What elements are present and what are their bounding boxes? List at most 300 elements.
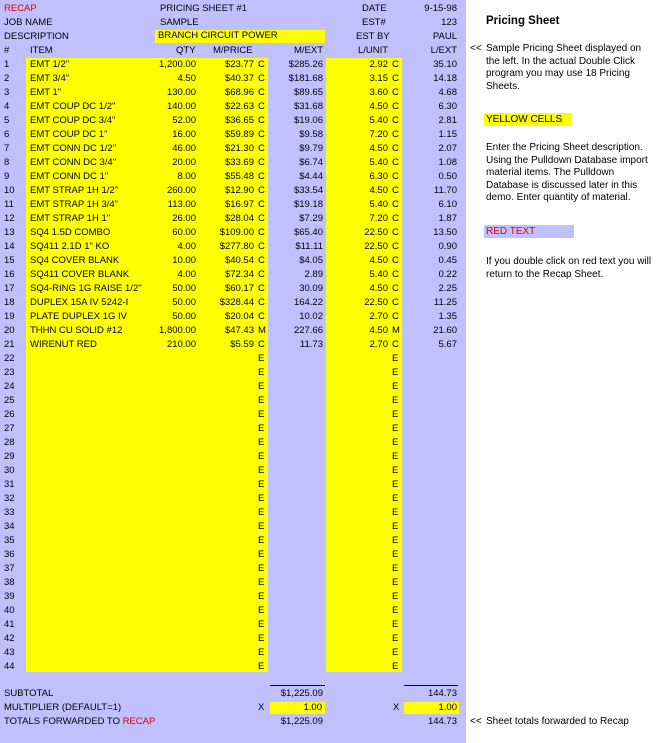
row-mprice: $12.90 xyxy=(224,185,254,196)
row-mext: 11.73 xyxy=(299,339,323,350)
row-item xyxy=(30,506,170,520)
date-value: 9-15-98 xyxy=(424,3,457,14)
row-item: EMT CONN DC 1/2" xyxy=(30,143,117,154)
row-mext xyxy=(268,436,323,450)
row-lunit: 2.92 xyxy=(369,59,388,70)
row-mext xyxy=(268,408,323,422)
row-labor-unit: C xyxy=(392,115,399,126)
row-lunit: 22.50 xyxy=(364,241,388,252)
row-labor-unit: C xyxy=(392,171,399,182)
row-qty xyxy=(150,576,196,590)
row-price-unit: C xyxy=(258,241,265,252)
row-labor-unit: E xyxy=(392,549,399,560)
row-number: 34 xyxy=(4,521,15,532)
row-mprice xyxy=(200,548,254,562)
row-mprice: $60.17 xyxy=(224,283,254,294)
row-number: 14 xyxy=(4,241,15,252)
row-lunit xyxy=(338,366,388,380)
row-mprice xyxy=(200,436,254,450)
table-row[interactable] xyxy=(0,646,460,660)
row-lext xyxy=(404,660,457,674)
row-lunit xyxy=(338,464,388,478)
table-row[interactable] xyxy=(0,282,460,296)
table-row[interactable] xyxy=(0,464,460,478)
table-row[interactable] xyxy=(0,478,460,492)
row-price-unit: E xyxy=(258,647,265,658)
row-mext xyxy=(268,422,323,436)
row-mprice: $16.97 xyxy=(224,199,254,210)
table-row[interactable] xyxy=(0,142,460,156)
table-row[interactable] xyxy=(0,240,460,254)
material-multiplier-field[interactable] xyxy=(270,702,325,714)
row-lext: 1.08 xyxy=(438,157,457,168)
row-number: 31 xyxy=(4,479,15,490)
row-mprice xyxy=(200,492,254,506)
row-labor-unit: E xyxy=(392,479,399,490)
row-lext: 6.10 xyxy=(438,199,457,210)
row-mprice xyxy=(200,394,254,408)
row-labor-unit: E xyxy=(392,367,399,378)
row-mext xyxy=(268,632,323,646)
row-number: 28 xyxy=(4,437,15,448)
row-mext: 2.89 xyxy=(304,269,323,280)
row-mprice: $33.69 xyxy=(224,157,254,168)
row-mprice xyxy=(200,352,254,366)
row-labor-unit: C xyxy=(392,87,399,98)
row-number: 33 xyxy=(4,507,15,518)
job-name-label: JOB NAME xyxy=(4,17,53,28)
row-lext xyxy=(404,534,457,548)
row-labor-unit: E xyxy=(392,395,399,406)
row-number: 15 xyxy=(4,255,15,266)
forwarded-recap-link[interactable]: RECAP xyxy=(122,716,156,727)
row-lext xyxy=(404,520,457,534)
table-row[interactable] xyxy=(0,660,460,674)
table-row[interactable] xyxy=(0,450,460,464)
row-mext: $33.54 xyxy=(293,185,323,196)
multiplier-x-material: X xyxy=(258,702,265,713)
table-row[interactable] xyxy=(0,100,460,114)
est-label: EST# xyxy=(362,17,386,28)
row-item: EMT STRAP 1H 1" xyxy=(30,213,111,224)
row-number: 10 xyxy=(4,185,15,196)
row-lunit xyxy=(338,590,388,604)
row-mext xyxy=(268,646,323,660)
row-lext xyxy=(404,562,457,576)
row-lext: 2.07 xyxy=(438,143,457,154)
row-qty xyxy=(150,660,196,674)
col-item: ITEM xyxy=(30,45,53,56)
lext-total-line xyxy=(404,685,458,686)
table-row[interactable] xyxy=(0,408,460,422)
row-number: 29 xyxy=(4,451,15,462)
row-lunit xyxy=(338,562,388,576)
table-row[interactable] xyxy=(0,184,460,198)
row-price-unit: C xyxy=(258,129,265,140)
row-price-unit: E xyxy=(258,619,265,630)
arrow-left-icon: << xyxy=(470,43,482,54)
row-price-unit: E xyxy=(258,423,265,434)
row-qty xyxy=(150,646,196,660)
row-labor-unit: C xyxy=(392,311,399,322)
row-mprice: $277.80 xyxy=(219,241,254,252)
row-number: 2 xyxy=(4,73,10,84)
row-qty: 16.00 xyxy=(172,129,196,140)
row-mext: $285.26 xyxy=(288,59,323,70)
row-mprice: $328.44 xyxy=(219,297,254,308)
row-item xyxy=(30,604,170,618)
row-lunit xyxy=(338,352,388,366)
row-item xyxy=(30,464,170,478)
row-price-unit: E xyxy=(258,535,265,546)
row-item xyxy=(30,632,170,646)
row-lunit: 22.50 xyxy=(364,297,388,308)
row-number: 19 xyxy=(4,311,15,322)
subtotal-mext: $1,225.09 xyxy=(280,688,323,699)
row-number: 30 xyxy=(4,465,15,476)
row-lunit: 5.40 xyxy=(369,157,388,168)
est-by-value: PAUL xyxy=(432,31,457,42)
row-item xyxy=(30,408,170,422)
row-price-unit: C xyxy=(258,59,265,70)
row-item xyxy=(30,576,170,590)
row-lunit xyxy=(338,478,388,492)
row-qty xyxy=(150,590,196,604)
row-mext: 30.09 xyxy=(299,283,323,294)
row-labor-unit: C xyxy=(392,339,399,350)
row-number: 18 xyxy=(4,297,15,308)
row-labor-unit: C xyxy=(392,73,399,84)
row-qty xyxy=(150,534,196,548)
row-labor-unit: E xyxy=(392,661,399,672)
row-item: SQ4 1.5D COMBO xyxy=(30,227,111,238)
row-mext xyxy=(268,450,323,464)
row-item xyxy=(30,660,170,674)
row-lext xyxy=(404,646,457,660)
row-qty xyxy=(150,436,196,450)
table-row[interactable] xyxy=(0,58,460,72)
row-lext: 11.70 xyxy=(433,185,457,196)
table-row[interactable] xyxy=(0,310,460,324)
row-mext: $89.65 xyxy=(293,87,323,98)
table-row[interactable] xyxy=(0,562,460,576)
red-text-explanation: If you double click on red text you will return to the Recap Sheet. xyxy=(486,256,652,280)
table-row[interactable] xyxy=(0,618,460,632)
row-mprice xyxy=(200,464,254,478)
table-row[interactable] xyxy=(0,198,460,212)
row-labor-unit: E xyxy=(392,381,399,392)
row-mext: $6.74 xyxy=(299,157,323,168)
row-price-unit: C xyxy=(258,339,265,350)
row-mext: $31.68 xyxy=(293,101,323,112)
subtotal-lext: 144.73 xyxy=(427,688,457,699)
row-lext: 0.45 xyxy=(438,255,457,266)
row-labor-unit: C xyxy=(392,269,399,280)
row-price-unit: C xyxy=(258,199,265,210)
table-row[interactable] xyxy=(0,534,460,548)
row-mprice: $40.37 xyxy=(224,73,254,84)
row-price-unit: C xyxy=(258,269,265,280)
row-price-unit: C xyxy=(258,255,265,266)
row-qty xyxy=(150,562,196,576)
row-lext xyxy=(404,408,457,422)
table-row[interactable] xyxy=(0,576,460,590)
date-label: DATE xyxy=(362,3,387,14)
table-row[interactable] xyxy=(0,548,460,562)
row-lunit xyxy=(338,380,388,394)
row-number: 40 xyxy=(4,605,15,616)
row-price-unit: C xyxy=(258,115,265,126)
description-label: DESCRIPTION xyxy=(4,31,69,42)
table-row[interactable] xyxy=(0,506,460,520)
table-row[interactable] xyxy=(0,632,460,646)
row-item xyxy=(30,590,170,604)
row-price-unit: E xyxy=(258,507,265,518)
row-lunit: 2.70 xyxy=(369,339,388,350)
row-mprice: $5.59 xyxy=(230,339,254,350)
row-price-unit: C xyxy=(258,185,265,196)
row-lunit xyxy=(338,408,388,422)
row-labor-unit: C xyxy=(392,157,399,168)
row-item: EMT CONN DC 1" xyxy=(30,171,109,182)
row-lunit xyxy=(338,576,388,590)
row-lext xyxy=(404,436,457,450)
row-item: EMT 1/2" xyxy=(30,59,70,70)
job-name-value: SAMPLE xyxy=(160,17,199,28)
est-value: 123 xyxy=(441,17,457,28)
row-mext xyxy=(268,352,323,366)
table-row[interactable] xyxy=(0,156,460,170)
row-number: 5 xyxy=(4,115,10,126)
row-qty xyxy=(150,604,196,618)
row-labor-unit: E xyxy=(392,577,399,588)
row-number: 13 xyxy=(4,227,15,238)
row-item: SQ4 COVER BLANK xyxy=(30,255,120,266)
row-lext: 21.60 xyxy=(433,325,457,336)
row-qty: 140.00 xyxy=(166,101,196,112)
row-number: 17 xyxy=(4,283,15,294)
row-mext xyxy=(268,576,323,590)
row-qty: 1,800.00 xyxy=(159,325,196,336)
row-number: 1 xyxy=(4,59,10,70)
row-labor-unit: C xyxy=(392,227,399,238)
row-labor-unit: E xyxy=(392,465,399,476)
row-qty xyxy=(150,450,196,464)
row-lunit xyxy=(338,604,388,618)
table-row[interactable] xyxy=(0,338,460,352)
row-item xyxy=(30,646,170,660)
row-mprice: $59.89 xyxy=(224,129,254,140)
row-item: EMT COUP DC 1/2" xyxy=(30,101,116,112)
description-field[interactable] xyxy=(155,30,325,43)
row-qty: 50.00 xyxy=(172,297,196,308)
row-lunit: 7.20 xyxy=(369,129,388,140)
row-mext: $11.11 xyxy=(295,241,323,252)
row-lunit xyxy=(338,436,388,450)
row-lext xyxy=(404,576,457,590)
row-price-unit: E xyxy=(258,661,265,672)
row-price-unit: E xyxy=(258,563,265,574)
row-lext xyxy=(404,450,457,464)
table-row[interactable] xyxy=(0,212,460,226)
est-by-label: EST BY xyxy=(356,31,390,42)
col-mprice: M/PRICE xyxy=(213,45,253,56)
forwarded-label xyxy=(4,715,155,729)
table-row[interactable] xyxy=(0,268,460,282)
row-item: SQ411 2.1D 1" KO xyxy=(30,241,110,252)
row-mprice xyxy=(200,576,254,590)
row-mprice: $72.34 xyxy=(224,269,254,280)
row-qty: 113.00 xyxy=(167,199,196,210)
row-number: 43 xyxy=(4,647,15,658)
row-number: 32 xyxy=(4,493,15,504)
yellow-cells-text: Enter the Pricing Sheet description. Using the Pulldown Database import material items. The Pulldown Database is discussed later in this demo. Enter quantity of material. xyxy=(486,142,648,203)
row-mext: 10.02 xyxy=(299,311,323,322)
row-qty: 50.00 xyxy=(172,311,196,322)
row-item xyxy=(30,534,170,548)
table-row[interactable] xyxy=(0,128,460,142)
row-labor-unit: C xyxy=(392,143,399,154)
col-mext: M/EXT xyxy=(293,45,323,56)
row-qty xyxy=(150,366,196,380)
row-price-unit: E xyxy=(258,521,265,532)
row-mext: $19.06 xyxy=(293,115,323,126)
recap-link[interactable]: RECAP xyxy=(4,3,37,14)
row-mprice xyxy=(200,562,254,576)
row-lunit xyxy=(338,534,388,548)
row-number: 38 xyxy=(4,577,15,588)
row-lext: 13.50 xyxy=(433,227,457,238)
table-row[interactable] xyxy=(0,394,460,408)
row-lext xyxy=(404,492,457,506)
row-mext: $65.40 xyxy=(293,227,323,238)
row-qty xyxy=(150,380,196,394)
table-row[interactable] xyxy=(0,72,460,86)
row-item: EMT COUP DC 3/4" xyxy=(30,115,116,126)
table-row[interactable] xyxy=(0,380,460,394)
row-mprice: $20.04 xyxy=(224,311,254,322)
row-lunit xyxy=(338,618,388,632)
row-mprice xyxy=(200,380,254,394)
row-qty xyxy=(150,464,196,478)
row-number: 4 xyxy=(4,101,10,112)
row-labor-unit: E xyxy=(392,535,399,546)
row-labor-unit: E xyxy=(392,633,399,644)
side-panel-intro: Sample Pricing Sheet displayed on the left. In the actual Double Click program you may use 18 Pricing Sheets. xyxy=(486,43,642,92)
row-mprice xyxy=(200,660,254,674)
table-row[interactable] xyxy=(0,604,460,618)
forwarded-lext: 144.73 xyxy=(427,716,457,727)
row-price-unit: C xyxy=(258,283,265,294)
row-price-unit: M xyxy=(258,325,266,336)
row-lext: 2.81 xyxy=(438,115,457,126)
row-lext: 2.25 xyxy=(438,283,457,294)
row-item: DUPLEX 15A IV 5242-I xyxy=(30,297,129,308)
table-row[interactable] xyxy=(0,114,460,128)
table-row[interactable] xyxy=(0,226,460,240)
row-labor-unit: E xyxy=(392,619,399,630)
row-lunit: 4.50 xyxy=(369,283,388,294)
row-mprice: $36.65 xyxy=(224,115,254,126)
row-price-unit: C xyxy=(258,171,265,182)
row-number: 37 xyxy=(4,563,15,574)
table-row[interactable] xyxy=(0,520,460,534)
row-number: 6 xyxy=(4,129,10,140)
row-lunit xyxy=(338,548,388,562)
row-labor-unit: C xyxy=(392,297,399,308)
table-row[interactable] xyxy=(0,254,460,268)
table-row[interactable] xyxy=(0,492,460,506)
row-item: EMT STRAP 1H 3/4" xyxy=(30,199,119,210)
row-mprice: $23.77 xyxy=(224,59,254,70)
row-qty xyxy=(150,422,196,436)
row-number: 8 xyxy=(4,157,10,168)
row-price-unit: C xyxy=(258,157,265,168)
row-lext: 1.87 xyxy=(438,213,457,224)
table-row[interactable] xyxy=(0,352,460,366)
row-mext xyxy=(268,590,323,604)
row-mext xyxy=(268,604,323,618)
row-qty: 4.00 xyxy=(177,269,196,280)
row-lunit: 3.15 xyxy=(369,73,388,84)
table-row[interactable] xyxy=(0,296,460,310)
table-row[interactable] xyxy=(0,436,460,450)
row-mprice: $55.48 xyxy=(224,171,254,182)
table-row[interactable] xyxy=(0,86,460,100)
table-row[interactable] xyxy=(0,366,460,380)
row-number: 22 xyxy=(4,353,15,364)
row-qty xyxy=(150,394,196,408)
row-item xyxy=(30,436,170,450)
table-row[interactable] xyxy=(0,590,460,604)
row-price-unit: C xyxy=(258,227,265,238)
description-value: BRANCH CIRCUIT POWER xyxy=(158,30,278,41)
row-labor-unit: E xyxy=(392,437,399,448)
row-labor-unit: E xyxy=(392,451,399,462)
row-lunit: 5.40 xyxy=(369,115,388,126)
arrow-left-icon: << xyxy=(470,716,482,727)
row-item xyxy=(30,618,170,632)
row-mext xyxy=(268,492,323,506)
row-lext xyxy=(404,422,457,436)
row-lext: 0.22 xyxy=(438,269,457,280)
row-mext xyxy=(268,506,323,520)
table-row[interactable] xyxy=(0,324,460,338)
row-item xyxy=(30,366,170,380)
row-item xyxy=(30,450,170,464)
row-mext: 227.66 xyxy=(293,325,323,336)
row-mext: $9.79 xyxy=(299,143,323,154)
row-price-unit: E xyxy=(258,353,265,364)
row-lunit: 4.50 xyxy=(369,325,388,336)
row-labor-unit: E xyxy=(392,423,399,434)
row-number: 20 xyxy=(4,325,15,336)
row-labor-unit: E xyxy=(392,409,399,420)
table-row[interactable] xyxy=(0,422,460,436)
row-price-unit: C xyxy=(258,87,265,98)
row-lunit: 4.50 xyxy=(369,101,388,112)
row-labor-unit: C xyxy=(392,213,399,224)
table-row[interactable] xyxy=(0,170,460,184)
row-number: 24 xyxy=(4,381,15,392)
row-qty xyxy=(150,352,196,366)
row-lunit: 3.60 xyxy=(369,87,388,98)
row-mprice xyxy=(200,366,254,380)
row-number: 42 xyxy=(4,633,15,644)
labor-multiplier-field[interactable] xyxy=(404,702,459,714)
row-price-unit: E xyxy=(258,591,265,602)
row-qty: 8.00 xyxy=(177,171,196,182)
